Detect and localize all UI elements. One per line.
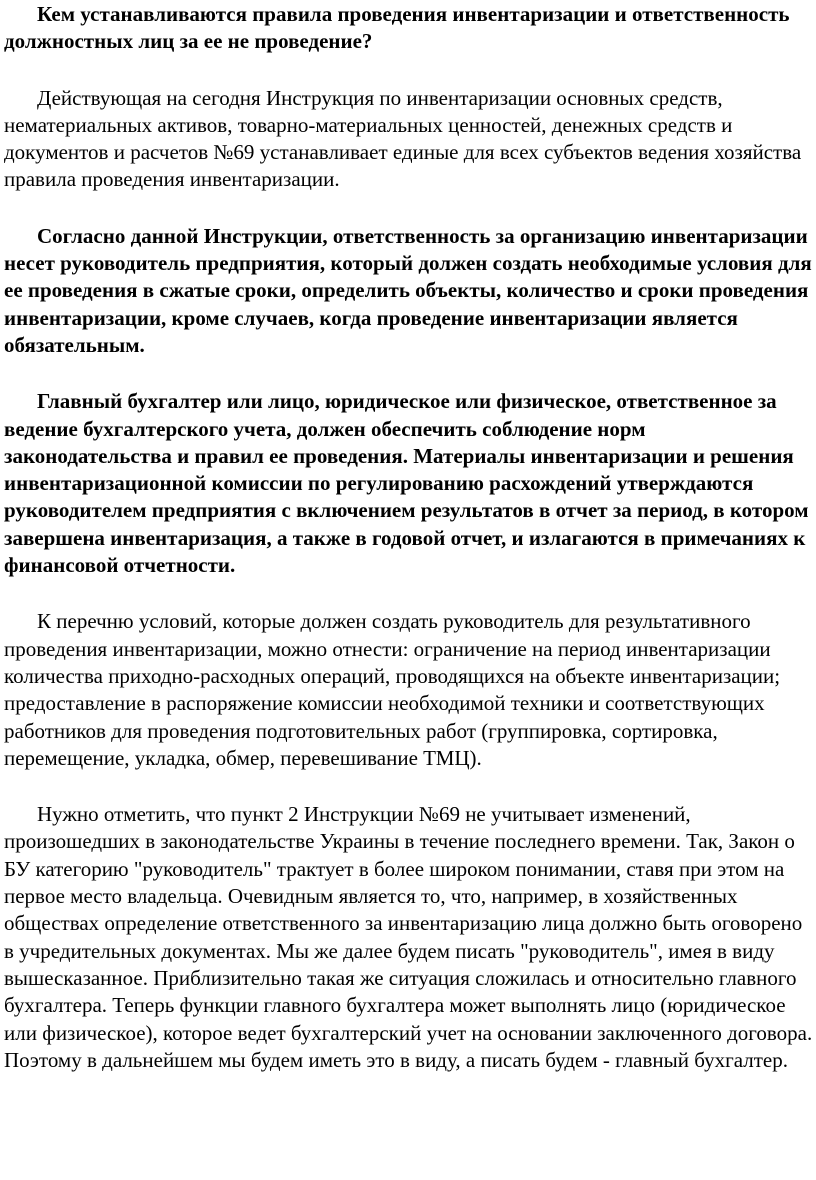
paragraph-conditions-list: К перечню условий, которые должен создать руководитель для результативного проведения инвентаризации, можно отнести: ограничение на период инвентаризации количества приходно-расходных операций, проводящихся на объекте инвентаризации; предоставление в распоряжение комиссии необходимой техники и соответствующих работников для проведения подготовительных работ (группировка, сортировка, перемещение, укладка, обмер, перевешивание ТМЦ). <box>4 609 781 770</box>
paragraph-spacer <box>4 579 814 608</box>
paragraph-chief-accountant: Главный бухгалтер или лицо, юридическое или физическое, ответственное за ведение бухгалтерского учета, должен обеспечить соблюдение норм законодательства и правил ее проведения. Материалы инвентаризации и решения инвентаризационной комиссии по регулированию расхождений утверждаются руководителем предприятия с включением результатов в отчет за период, в котором завершена инвентаризация, а также в годовой отчет, и излагаются в примечаниях к финансовой отчетности. <box>4 389 809 578</box>
paragraph-spacer <box>4 194 814 223</box>
document-title: Кем устанавливаются правила проведения инвентаризации и ответственность должностных лиц за ее не проведение? <box>4 2 790 54</box>
paragraph-manager-responsibility: Согласно данной Инструкции, ответственность за организацию инвентаризации несет руководитель предприятия, который должен создать необходимые условия для ее проведения в сжатые сроки, определить объекты, количество и сроки проведения инвентаризации, кроме случаев, когда проведение инвентаризации является обязательным. <box>4 223 812 357</box>
paragraph-spacer <box>4 56 814 85</box>
paragraph-spacer <box>4 772 814 801</box>
paragraph-spacer <box>4 359 814 388</box>
paragraph-instruction-69: Действующая на сегодня Инструкция по инвентаризации основных средств, нематериальных активов, товарно-материальных ценностей, денежных средств и документов и расчетов №69 устанавливает единые для всех субъектов ведения хозяйства правила проведения инвентаризации. <box>4 85 802 192</box>
paragraph-legislation-note: Нужно отметить, что пункт 2 Инструкции №69 не учитывает изменений, произошедших в законодательстве Украины в течение последнего времени. Так, Закон о БУ категорию "руководитель" трактует в более широком понимании, ставя при этом на первое место владельца. Очевидным является то, что, например, в хозяйственных обществах определение ответственного за инвентаризацию лица должно быть оговорено в учредительных документах. Мы же далее будем писать "руководитель", имея в виду вышесказанное. Приблизительно такая же ситуация сложилась и относительно главного бухгалтера. Теперь функции главного бухгалтера может выполнять лицо (юридическое или физическое), которое ведет бухгалтерский учет на основании заключенного договора. Поэтому в дальнейшем мы будем иметь это в виду, а писать будем - главный бухгалтер. <box>4 802 813 1072</box>
